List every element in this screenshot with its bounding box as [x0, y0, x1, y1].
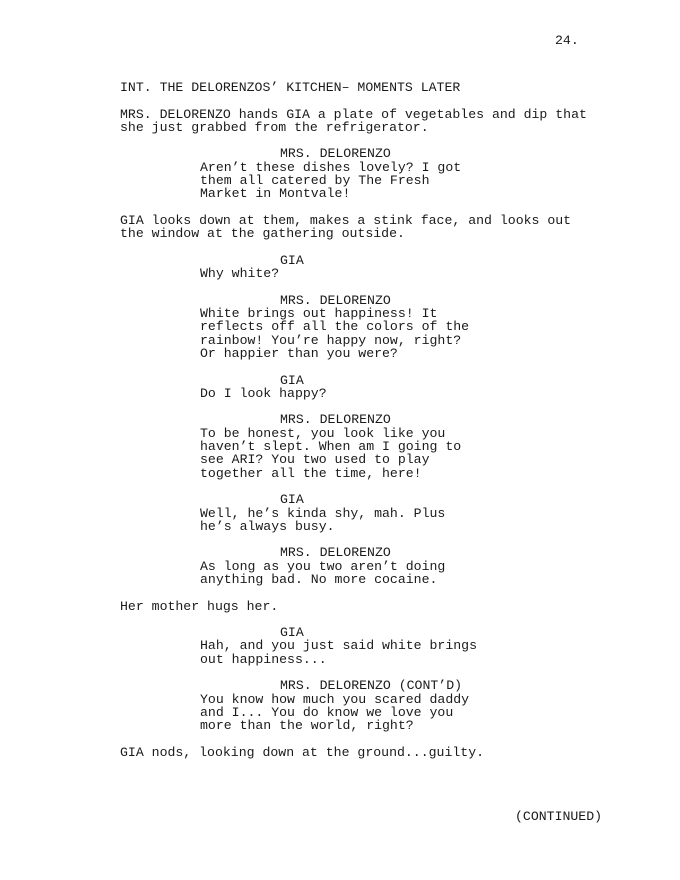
blank-line [120, 480, 610, 493]
blank-line [120, 280, 610, 293]
blank-line [120, 134, 610, 147]
script-line: White brings out happiness! It [200, 306, 438, 322]
script-character [120, 294, 610, 307]
script-line: rainbow! You’re happy now, right? [200, 332, 462, 348]
script-line: GIA [280, 625, 304, 641]
script-line: You know how much you scared daddy [200, 691, 470, 707]
script-action [120, 746, 610, 759]
script-line: Why white? [200, 266, 280, 282]
script-line: together all the time, here! [200, 465, 422, 481]
script-line: see ARI? You two used to play [200, 452, 430, 468]
script-character [120, 374, 610, 387]
blank-line [120, 360, 610, 373]
script-dialogue [120, 560, 610, 587]
script-line: Market in Montvale! [200, 186, 351, 202]
page-number: 24. [555, 33, 579, 48]
script-dialogue [120, 161, 610, 201]
blank-line [120, 94, 610, 107]
script-character [120, 546, 610, 559]
script-line: and I... You do know we love you [200, 704, 454, 720]
blank-line [120, 241, 610, 254]
script-dialogue [120, 387, 610, 400]
blank-line [120, 733, 610, 746]
script-character [120, 626, 610, 639]
blank-line [120, 400, 610, 413]
script-character [120, 679, 610, 692]
script-action [120, 600, 610, 613]
script-dialogue [120, 693, 610, 733]
script-line: MRS. DELORENZO (CONT’D) [280, 678, 463, 694]
script-line: the window at the gathering outside. [120, 226, 405, 242]
script-line: To be honest, you look like you [200, 425, 446, 441]
script-dialogue [120, 639, 610, 666]
script-line: GIA [280, 492, 304, 508]
script-line: Well, he’s kinda shy, mah. Plus [200, 505, 446, 521]
script-heading [120, 81, 610, 94]
script-line: anything bad. No more cocaine. [200, 571, 438, 587]
script-line: Her mother hugs her. [120, 598, 279, 614]
blank-line [120, 201, 610, 214]
script-line: Or happier than you were? [200, 345, 398, 361]
blank-line [120, 613, 610, 626]
script-action [120, 214, 610, 241]
script-line: MRS. DELORENZO hands GIA a plate of vegetables and dip that [120, 106, 587, 122]
script-character [120, 147, 610, 160]
script-line: GIA nods, looking down at the ground...guilty. [120, 744, 485, 760]
script-dialogue [120, 507, 610, 534]
script-line: Aren’t these dishes lovely? I got [200, 159, 462, 175]
script-line: them all catered by The Fresh [200, 173, 430, 189]
script-character [120, 413, 610, 426]
blank-line [120, 586, 610, 599]
script-action [120, 108, 610, 135]
script-line: MRS. DELORENZO [280, 292, 391, 308]
script-line: MRS. DELORENZO [280, 146, 391, 162]
script-line: MRS. DELORENZO [280, 545, 391, 561]
script-dialogue [120, 267, 610, 280]
script-line: reflects off all the colors of the [200, 319, 470, 335]
script-character [120, 254, 610, 267]
blank-line [120, 533, 610, 546]
script-line: more than the world, right? [200, 718, 414, 734]
script-line: she just grabbed from the refrigerator. [120, 119, 429, 135]
continued-marker: (CONTINUED) [515, 809, 603, 824]
script-line: Do I look happy? [200, 385, 327, 401]
blank-line [120, 666, 610, 679]
script-character [120, 493, 610, 506]
script-body [120, 81, 610, 759]
script-line: Hah, and you just said white brings [200, 638, 477, 654]
script-line: GIA [280, 252, 304, 268]
script-line: haven’t slept. When am I going to [200, 439, 462, 455]
script-dialogue [120, 427, 610, 480]
script-line: GIA looks down at them, makes a stink face, and looks out [120, 212, 572, 228]
script-line: GIA [280, 372, 304, 388]
script-line: he’s always busy. [200, 518, 335, 534]
script-line: MRS. DELORENZO [280, 412, 391, 428]
script-dialogue [120, 307, 610, 360]
script-line: out happiness... [200, 651, 327, 667]
script-line: As long as you two aren’t doing [200, 558, 446, 574]
script-line: INT. THE DELORENZOS’ KITCHEN– MOMENTS LATER [120, 80, 461, 95]
